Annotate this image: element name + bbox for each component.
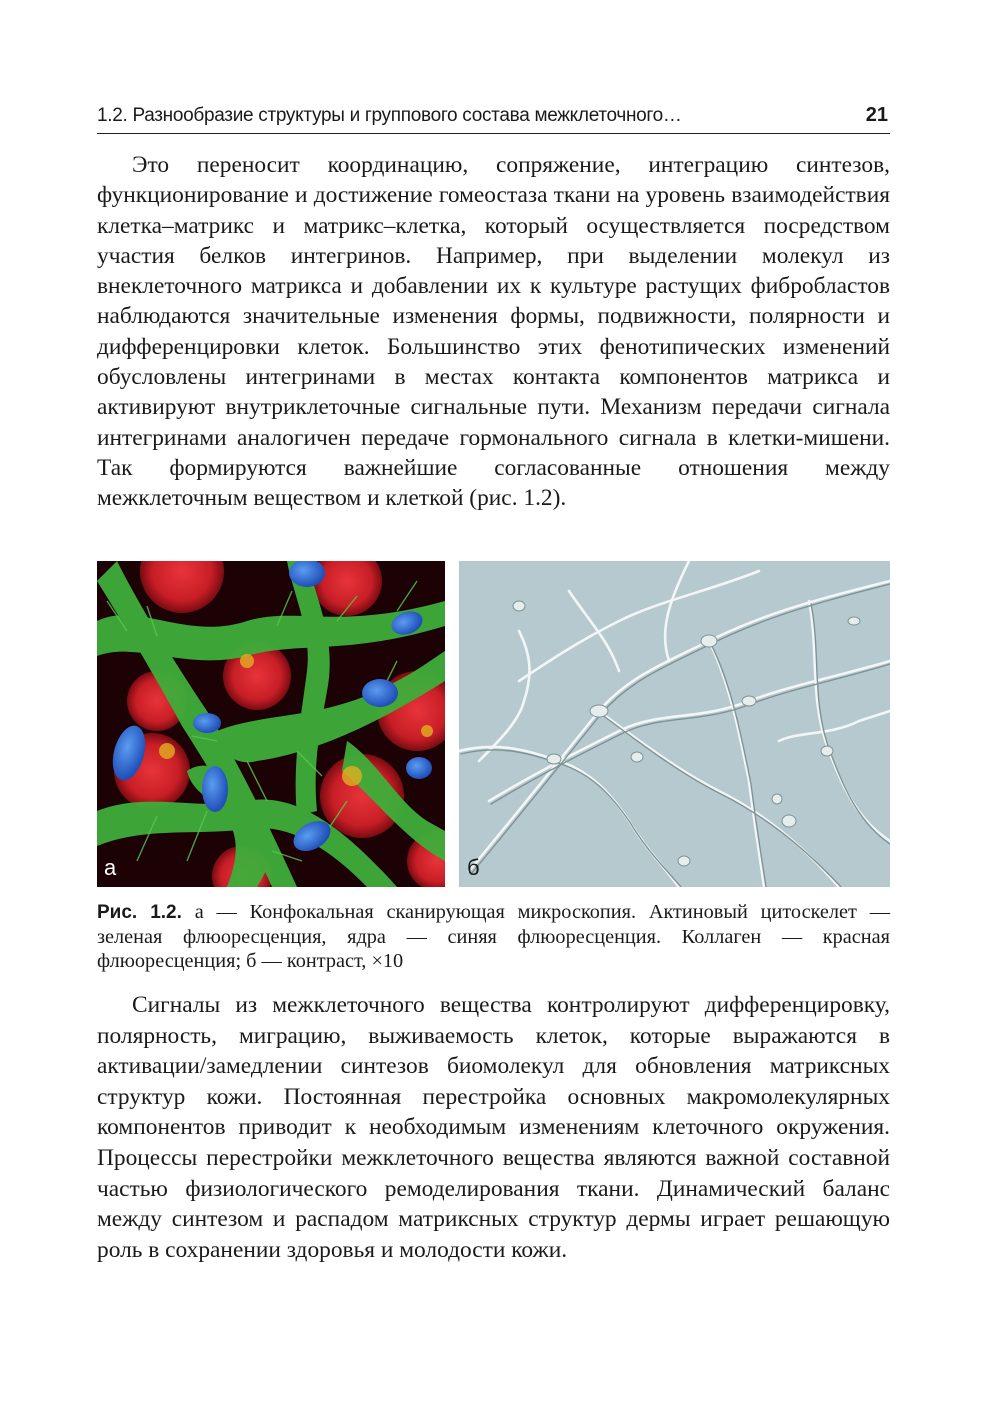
figure-panel-b-phase-contrast-image <box>459 561 890 887</box>
running-head <box>97 101 890 134</box>
paragraph-1: Это переносит координацию, сопряжение, интеграцию синтезов, функционирование и достижение гомеостаза ткани на уровень взаимодействия клетка–матрикс и матрикс–клетка, который осуществляется посредством участия белков интегринов. Например, при выделении молекул из внеклеточного матрикса и добавлении их к культуре растущих фибробластов наблюдаются значительные изменения формы, подвижности, полярности и дифференцировки клеток. Большинство этих фенотипических изменений обусловлены интегринами в местах контакта компонентов матрикса и активируют внутриклеточные сигнальные пути. Механизм передачи сигнала интегринами аналогичен передаче гормонального сигнала в клетки-мишени. Так формируются важнейшие согласованные отношения между межклеточным веществом и клеткой (рис. 1.2). <box>97 152 890 512</box>
phase-contrast-image <box>459 561 890 887</box>
panel-a-label: а <box>104 855 117 880</box>
paragraph-2: Сигналы из межклеточного вещества контролируют дифференцировку, полярность, миграцию, выживаемость клеток, которые выражаются в активации/замедлении синтезов биомолекул для обновления матриксных структур кожи. Постоянная перестройка основных макромолекулярных компонентов приводит к необходимым изменениям клеточного окружения. Процессы перестройки межклеточного вещества являются важной составной частью физиологического ремоделирования ткани. Динамический баланс между синтезом и распадом матриксных структур дермы играет решающую роль в сохранении здоровья и молодости кожи. <box>97 992 890 1263</box>
page-number: 21 <box>865 104 888 126</box>
caption-text: а — Конфокальная сканирующая микроскопия. Актиновый цитоскелет — зеленая флюоресценция, ядра — синяя флюоресценция. Коллаген — красная флюоресценция; б — контраст, ×10 <box>97 901 890 972</box>
confocal-microscopy-image <box>97 561 445 887</box>
caption-label: Рис. 1.2. <box>97 902 182 923</box>
figure-caption <box>97 900 890 973</box>
figure-panel-a-confocal-image <box>97 561 445 887</box>
running-head-title: 1.2. Разнообразие структуры и группового состава межклеточного… <box>97 105 682 126</box>
panel-b-label: б <box>467 855 480 880</box>
